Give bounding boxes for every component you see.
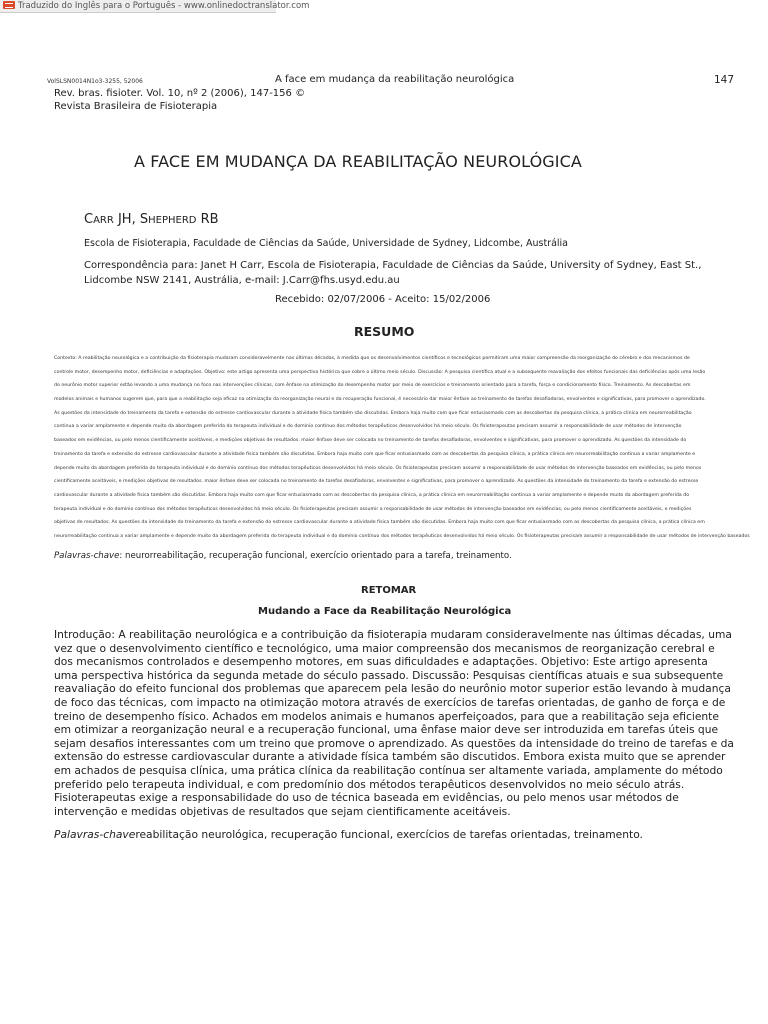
resumo-line: controle motor, desempenho motor, deficiências e adaptações. Objetivo: este artigo apresenta uma perspectiva histórica que cobre o último meio século. Discussão: A pesquisa científica atual e a subsequente reavaliação dos efeitos funcionais das deficiências após uma lesão <box>54 369 706 375</box>
resumo-line: depende muito da abordagem preferida do terapeuta individual e do domínio contínuo dos métodos terapêuticos desenvolvidos há meio século. Os fisioterapeutas precisam assumir a responsabilidade de usar métodos de intervenção baseados em evidências, ou pelo menos <box>54 465 702 471</box>
resumo-keywords-label: Palavras-chave <box>54 551 120 561</box>
citation <box>54 87 305 113</box>
resumo-keywords <box>54 551 512 561</box>
resumo-line: continua a variar amplamente e depende muito da abordagem preferida do terapeuta individual e do domínio contínuo dos métodos terapêuticos desenvolvidos há meio século. Os fisioterapeutas precisam assumir a responsabilidade de usar métodos de intervenção <box>54 424 682 430</box>
resumo-line: treinamento da tarefa e extensão do estresse cardiovascular durante a atividade física também são discutidas. Embora haja muito com que ficar entusiasmado com as descobertas da pesquisa clínica, a prática clínica em neurorreabilitação continua a variar amplamente e <box>54 451 696 457</box>
citation-line-2: Revista Brasileira de Fisioterapia <box>54 101 218 112</box>
correspondence-text: Janet H Carr, Escola de Fisioterapia, Faculdade de Ciências da Saúde, University of Sydney, East St., Lidcombe NSW 2141, Austrália, e-mail: J.Carr@fhs.usyd.edu.au <box>84 260 702 286</box>
correspondence-label: Correspondência para: <box>84 260 201 271</box>
citation-line-1: Rev. bras. fisioter. Vol. 10, nº 2 (2006), 147-156 © <box>54 88 306 99</box>
resumo-line: do neurônio motor superior estão levando a uma mudança no foco nas intervenções clínicas, com ênfase na otimização do desempenho motor por meio de exercícios e treinamento orientado para a tarefa, força e condicionamento físico. Treinamento. As descobertas em <box>54 383 691 389</box>
retomar-keywords-label: Palavras-chave <box>54 828 136 841</box>
affiliation: Escola de Fisioterapia, Faculdade de Ciências da Saúde, Universidade de Sydney, Lidcombe, Austrália <box>84 238 569 249</box>
resumo-heading: RESUMO <box>354 324 415 339</box>
author-1-surname: ARR <box>93 215 114 226</box>
author-1-initials: JH, <box>113 212 140 227</box>
authors <box>84 212 219 227</box>
resumo-line: baseados em evidências, ou pelo menos cientificamente aceitáveis, e medições objetivas de resultados. maior ênfase deve ser colocada no treinamento de tarefas desafiadoras, envolventes e significativas, para promover o aprendizado. As questões da intensidade do <box>54 438 687 444</box>
retomar-keywords <box>54 828 643 841</box>
translator-banner[interactable] <box>0 0 310 13</box>
resumo-line: Contexto: A reabilitação neurológica e a contribuição da fisioterapia mudaram consideravelmente nas últimas décadas, à medida que os desenvolvimentos científicos e tecnológicos permitiram uma maior compreensão da reorganização do cérebro e dos mecanismos de <box>54 356 690 361</box>
retomar-heading: RETOMAR <box>361 585 417 596</box>
resumo-line: As questões da intensidade do treinamento da tarefa e extensão do estresse cardiovascular durante a atividade física também são discutidas. Embora haja muito com que ficar entusiasmado com as descobertas da pesquisa clínica, a prática clínica em neurorreabilitação <box>54 410 692 416</box>
resumo-line: objetivas de resultados. As questões da intensidade do treinamento da tarefa e extensão do estresse cardiovascular durante a atividade física também são discutidas. Embora haja muito com que ficar entusiasmado com as descobertas da pesquisa clínica, a prática clínica em <box>54 520 705 526</box>
retomar-body: Introdução: A reabilitação neurológica e a contribuição da fisioterapia mudaram consideravelmente nas últimas décadas, uma vez que o desenvolvimento científico e tecnológico, uma maior compreensão dos mecanismos de reorganização cerebral e dos mecanismos controlados e desempenho motores, em suas dificuldades e adaptações. Objetivo: Este artigo apresenta uma perspectiva histórica da segunda metade do século passado. Discussão: Pesquisas científicas atuais e sua subsequente reavaliação do efeito funcional dos problemas que aparecem pela lesão do neurônio motor superior estão levando à mudança de foco das técnicas, com impacto na otimização motora através de exercícios de tarefas orientadas, de ganho de força e de treino de desempenho físico. Achados em modelos animais e humanos aperfeiçoados, para que a reabilitação seja eficiente em otimizar a reorganização neural e a recuperação funcional, uma ênfase maior deve ser introduzida em tarefas úteis que sejam desafios interessantes com um treino que promove o aprendizado. As questões da intensidade do treino de tarefas e da extensão do estresse cardiovascular durante a atividade física também são discutidos. Embora exista muito que se aprender em achados de pesquisa clínica, uma prática clínica da reabilitação contínua ser altamente variada, amplamente do método preferido pelo terapeuta individual, e com predomínio dos métodos terapêuticos desenvolvidos no meio século atrás. Fisioterapeutas exige a responsabilidade do uso de técnica baseada em evidências, ou pelo menos usar métodos de intervenção e medidas objetivas de resultados que sejam cientificamente aceitáveis. <box>54 628 734 818</box>
retomar-subtitle: Mudando a Face da Reabilitação Neurológica <box>258 606 512 617</box>
author-2-initials: RB <box>196 212 219 227</box>
page-title: A FACE EM MUDANÇA DA REABILITAÇÃO NEUROLÓGICA <box>134 152 582 171</box>
resumo-keywords-text: : neurorreabilitação, recuperação funcional, exercício orientado para a tarefa, treinamento. <box>119 551 512 561</box>
resumo-line: cientificamente aceitáveis, e medições objetivas de resultados. maior ênfase deve ser colocada no treinamento de tarefas desafiadoras, envolventes e significativas, para promover o aprendizado. As questões da intensidade do treinamento da tarefa e extensão do estresse <box>54 479 699 485</box>
translator-logo-icon <box>3 1 15 9</box>
resumo-abstract <box>54 352 768 544</box>
reference-code: VolSLSN0014N1o3-3255, 52006 <box>47 78 143 85</box>
author-2-initial: S <box>139 212 149 227</box>
translator-banner-text[interactable]: Traduzido do Inglês para o Português - www.onlinedoctranslator.com <box>18 1 310 11</box>
resumo-line: neurorreabilitação continua a variar amplamente e depende muito da abordagem preferida do terapeuta individual e do domínio contínuo dos métodos terapêuticos desenvolvidos há meio século. Os fisioterapeutas precisam assumir a responsabilidade de usar métodos de intervenção baseados <box>54 533 750 539</box>
correspondence <box>84 258 704 288</box>
page-number: 147 <box>714 74 735 86</box>
retomar-keywords-text: reabilitação neurológica, recuperação funcional, exercícios de tarefas orientadas, treinamento. <box>135 828 643 841</box>
resumo-line: cardiovascular durante a atividade física também são discutidas. Embora haja muito com que ficar entusiasmado com as descobertas da pesquisa clínica, a prática clínica em neurorreabilitação continua a variar amplamente e depende muito da abordagem preferida do <box>54 492 690 498</box>
author-1-initial: C <box>84 212 94 227</box>
resumo-line: modelos animais e humanos sugerem que, para que a reabilitação seja eficaz na otimização da reorganização neural e da recuperação funcional, é necessário dar maior ênfase ao treinamento de tarefas desafiadoras, envolventes e significativas, para promover o aprendizado. <box>54 397 706 403</box>
received-accepted-dates: Recebido: 02/07/2006 - Aceito: 15/02/2006 <box>275 294 491 305</box>
author-2-surname: HEPHERD <box>148 215 197 226</box>
running-title: A face em mudança da reabilitação neurológica <box>275 74 515 85</box>
resumo-line: terapeuta individual e do domínio contínuo dos métodos terapêuticos desenvolvidos há meio século. Os fisioterapeutas precisam assumir a responsabilidade de usar métodos de intervenção baseados em evidências, ou pelo menos cientificamente aceitáveis, e medições <box>54 506 692 512</box>
